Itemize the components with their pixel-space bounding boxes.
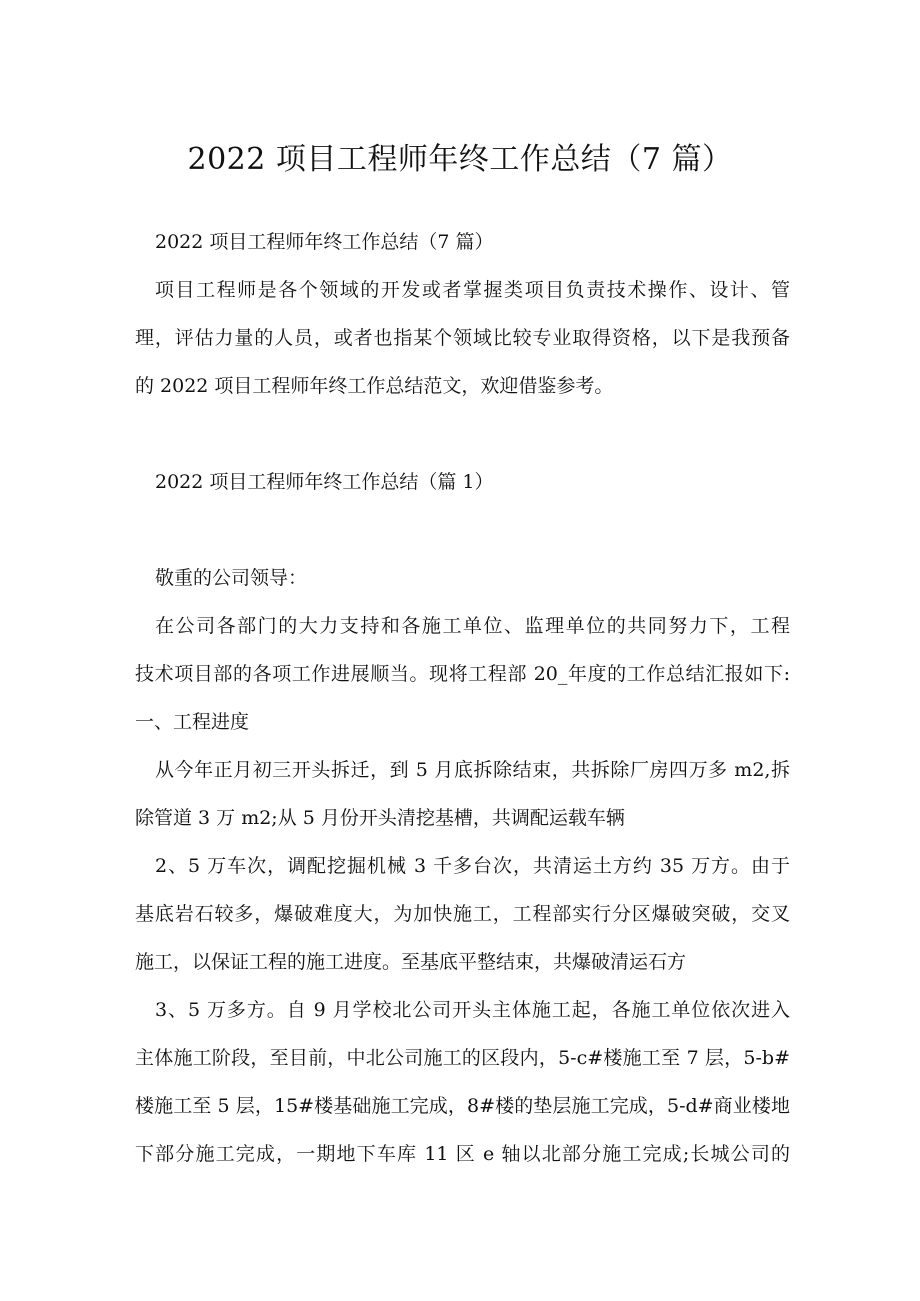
paragraph4-line-3: 楼施工至 5 层，15#楼基础施工完成，8#楼的垫层施工完成，5-d#商业楼地 (135, 1095, 790, 1117)
document-body (135, 218, 790, 1178)
subtitle-line: 2022 项目工程师年终工作总结（7 篇） (155, 231, 494, 253)
section-heading-1: 一、工程进度 (135, 711, 250, 733)
spacer (135, 410, 790, 458)
intro-line-1: 项目工程师是各个领域的开发或者掌握类项目负责技术操作、设计、管 (155, 279, 790, 301)
paragraph4-line-2: 主体施工阶段，至目前，中北公司施工的区段内，5-c#楼施工至 7 层，5-b# (135, 1047, 790, 1069)
paragraph4-line-1: 3、5 万多方。自 9 月学校北公司开头主体施工起，各施工单位依次进入 (155, 999, 790, 1021)
paragraph2-line-1: 从今年正月初三开头拆迁，到 5 月底拆除结束，共拆除厂房四万多 m2,拆 (155, 759, 790, 781)
paragraph3-line-2: 基底岩石较多，爆破难度大，为加快施工，工程部实行分区爆破突破，交叉 (135, 903, 790, 925)
intro-line-2: 理，评估力量的人员，或者也指某个领域比较专业取得资格，以下是我预备 (135, 327, 790, 349)
document-title: 2022 项目工程师年终工作总结（7 篇） (187, 142, 733, 177)
paragraph4-line-4: 下部分施工完成，一期地下车库 11 区 e 轴以北部分施工完成;长城公司的 (135, 1143, 790, 1165)
intro-line-3: 的 2022 项目工程师年终工作总结范文，欢迎借鉴参考。 (135, 375, 614, 397)
paragraph3-line-1: 2、5 万车次，调配挖掘机械 3 千多台次，共清运土方约 35 万方。由于 (155, 855, 790, 877)
paragraph3-line-3: 施工，以保证工程的施工进度。至基底平整结束，共爆破清运石方 (135, 951, 687, 973)
spacer (135, 506, 790, 554)
section-heading: 2022 项目工程师年终工作总结（篇 1） (155, 471, 494, 493)
paragraph1-line-2: 技术项目部的各项工作进展顺当。现将工程部 20_年度的工作总结汇报如下: (135, 663, 790, 685)
greeting-line: 敬重的公司领导： (155, 567, 308, 589)
paragraph2-line-2: 除管道 3 万 m2;从 5 月份开头清挖基槽，共调配运载车辆 (135, 807, 625, 829)
paragraph1-line-1: 在公司各部门的大力支持和各施工单位、监理单位的共同努力下，工程 (155, 615, 790, 637)
